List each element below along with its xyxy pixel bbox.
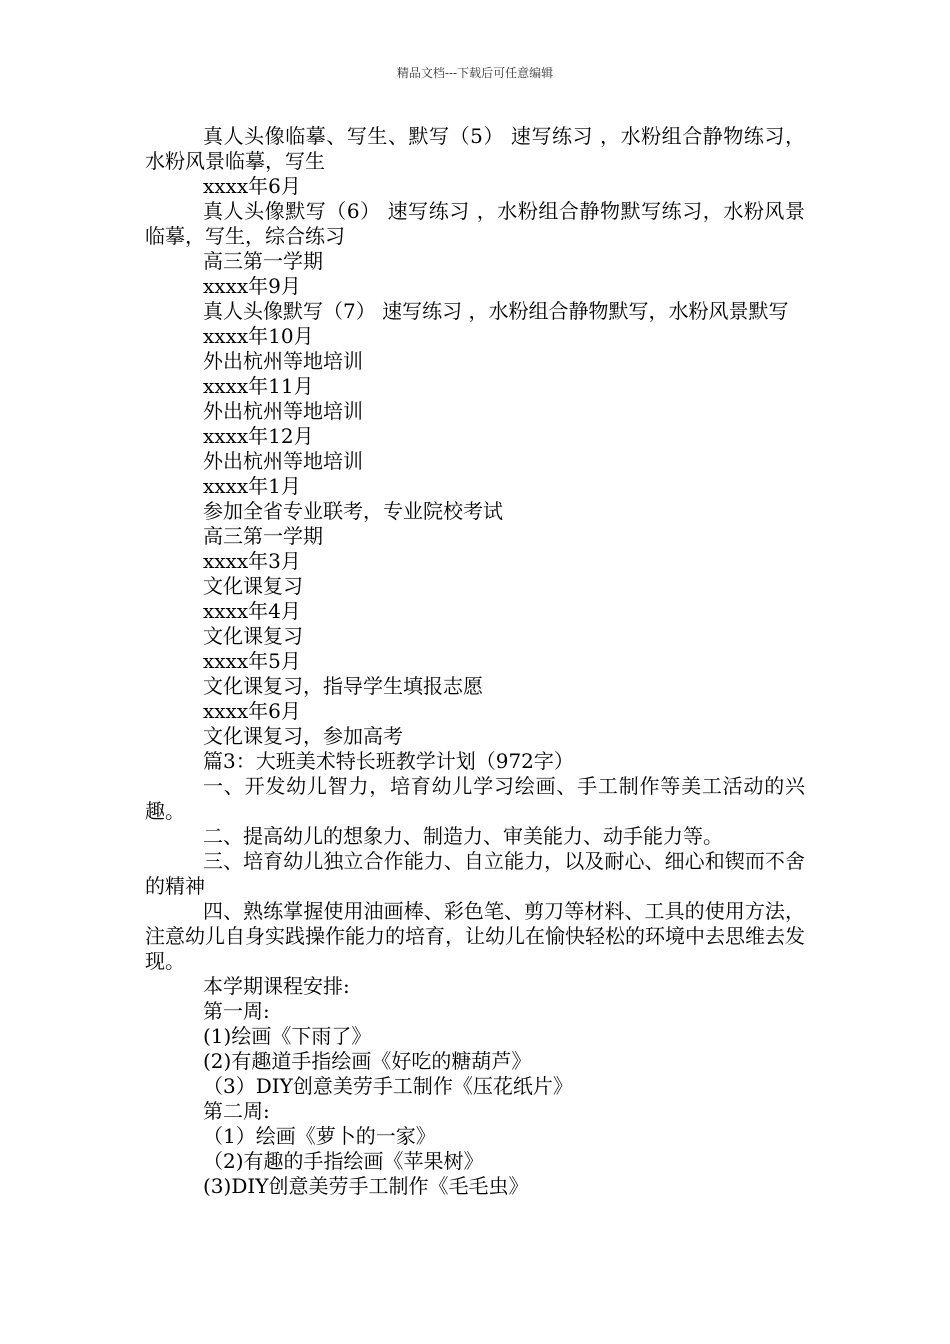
week-heading: 第二周: xyxy=(203,1099,270,1123)
text-line: 文化课复习，参加高考 xyxy=(203,724,403,748)
text-line: 二、提高幼儿的想象力、制造力、审美能力、动手能力等。 xyxy=(203,824,723,848)
list-item: （1）绘画《萝卜的一家》 xyxy=(203,1124,436,1148)
paragraph: 真人头像默写（6） 速写练习 ，水粉组合静物默写练习，水粉风景临摹，写生，综合练习 xyxy=(145,199,805,248)
text-line: 文化课复习 xyxy=(203,574,303,598)
date-line: xxxx年12月 xyxy=(203,424,314,448)
list-item: (1)绘画《下雨了》 xyxy=(203,1024,372,1048)
date-line: xxxx年6月 xyxy=(203,174,301,198)
text-line: 参加全省专业联考，专业院校考试 xyxy=(203,499,503,523)
article-title: 篇3：大班美术特长班教学计划（972字） xyxy=(203,749,574,773)
date-line: xxxx年10月 xyxy=(203,324,314,348)
page-header: 精品文档---下载后可任意编辑 xyxy=(396,66,554,80)
text-line: 外出杭州等地培训 xyxy=(203,399,363,423)
date-line: xxxx年5月 xyxy=(203,649,301,673)
date-line: xxxx年1月 xyxy=(203,474,301,498)
paragraph: 一、开发幼儿智力，培育幼儿学习绘画、手工制作等美工活动的兴趣。 xyxy=(145,774,805,823)
date-line: xxxx年9月 xyxy=(203,274,301,298)
text-line: 本学期课程安排: xyxy=(203,974,350,998)
section-line: 高三第一学期 xyxy=(203,249,323,273)
date-line: xxxx年11月 xyxy=(203,374,314,398)
date-line: xxxx年4月 xyxy=(203,599,301,623)
text-line: 文化课复习，指导学生填报志愿 xyxy=(203,674,483,698)
list-item: （3）DIY创意美劳手工制作《压花纸片》 xyxy=(203,1074,573,1098)
paragraph: 真人头像默写（7） 速写练习 ，水粉组合静物默写，水粉风景默写 xyxy=(203,299,789,323)
list-item: （2)有趣的手指绘画《苹果树》 xyxy=(203,1149,484,1173)
paragraph: 四、熟练掌握使用油画棒、彩色笔、剪刀等材料、工具的使用方法，注意幼儿自身实践操作能力的培育，让幼儿在愉快轻松的环境中去思维去发现。 xyxy=(145,899,805,973)
text-line: 文化课复习 xyxy=(203,624,303,648)
week-heading: 第一周: xyxy=(203,999,270,1023)
text-line: 外出杭州等地培训 xyxy=(203,349,363,373)
date-line: xxxx年3月 xyxy=(203,549,301,573)
list-item: (3)DIY创意美劳手工制作《毛毛虫》 xyxy=(203,1174,529,1198)
list-item: (2)有趣道手指绘画《好吃的糖葫芦》 xyxy=(203,1049,532,1073)
document-body xyxy=(145,124,805,1199)
paragraph: 三、培育幼儿独立合作能力、自立能力，以及耐心、细心和锲而不舍的精神 xyxy=(145,849,805,898)
date-line: xxxx年6月 xyxy=(203,699,301,723)
text-line: 外出杭州等地培训 xyxy=(203,449,363,473)
paragraph: 真人头像临摹、写生、默写（5） 速写练习 ，水粉组合静物练习，水粉风景临摹，写生 xyxy=(145,124,805,173)
section-line: 高三第一学期 xyxy=(203,524,323,548)
